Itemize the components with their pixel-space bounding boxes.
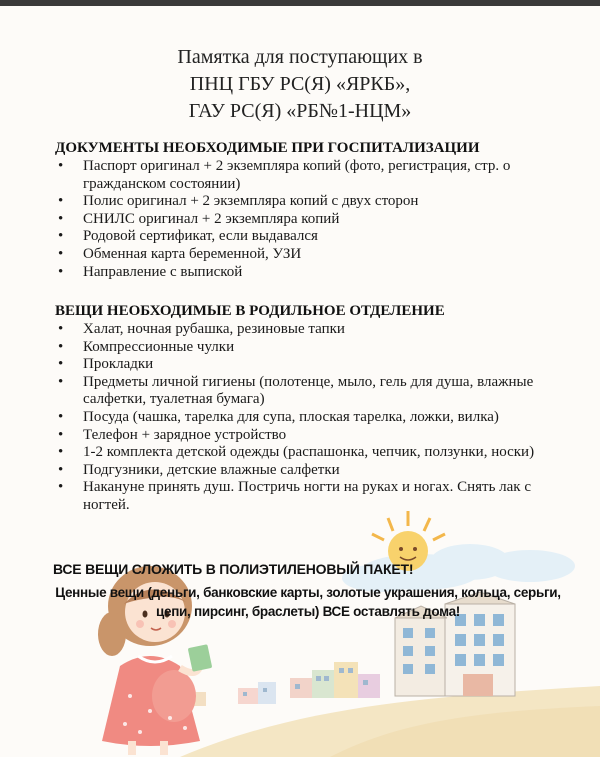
list-item: • Компрессионные чулки [55,339,565,357]
things-heading: ВЕЩИ НЕОБХОДИМЫЕ В РОДИЛЬНОЕ ОТДЕЛЕНИЕ [55,303,445,319]
documents-list [55,158,565,281]
title-line-3: ГАУ РС(Я) «РБ№1-НЦМ» [188,100,412,122]
list-item: • Прокладки [55,356,565,374]
list-item: • Паспорт оригинал + 2 экземпляра копий (фото, регистрация, стр. о гражданском состоянии) [55,158,565,193]
list-item: • 1-2 комплекта детской одежды (распашонка, чепчик, ползунки, носки) [55,444,565,462]
memo-page [0,6,600,757]
documents-heading: ДОКУМЕНТЫ НЕОБХОДИМЫЕ ПРИ ГОСПИТАЛИЗАЦИИ [55,140,480,156]
title-line-2: ПНЦ ГБУ РС(Я) «ЯРКБ», [189,73,411,95]
warning-text: ВСЕ ВЕЩИ СЛОЖИТЬ В ПОЛИЭТИЛЕНОВЫЙ ПАКЕТ! [53,561,414,577]
list-item: • Подгузники, детские влажные салфетки [55,462,565,480]
list-item: • Накануне принять душ. Постричь ногти на руках и ногах. Снять лак с ногтей. [55,479,565,514]
list-item: • Телефон + зарядное устройство [55,427,565,445]
list-item: • Родовой сертификат, если выдавался [55,228,565,246]
valuables-note: Ценные вещи (деньги, банковские карты, золотые украшения, кольца, серьги, цепи, пирсинг, браслеты) ВСЕ оставлять дома! [55,585,561,619]
list-item: • Посуда (чашка, тарелка для супа, плоская тарелка, ложки, вилка) [55,409,565,427]
list-item: • Обменная карта беременной, УЗИ [55,246,565,264]
list-item: • Халат, ночная рубашка, резиновые тапки [55,321,565,339]
title-line-1: Памятка для поступающих в [177,46,423,68]
list-item: • Полис оригинал + 2 экземпляра копий с двух сторон [55,193,565,211]
list-item: • Предметы личной гигиены (полотенце, мыло, гель для душа, влажные салфетки, туалетная бумага) [55,374,565,409]
houses-icon [188,662,380,706]
things-list [55,321,565,515]
list-item: • СНИЛС оригинал + 2 экземпляра копий [55,211,565,229]
list-item: • Направление с выпиской [55,264,565,282]
page-title [0,44,600,125]
